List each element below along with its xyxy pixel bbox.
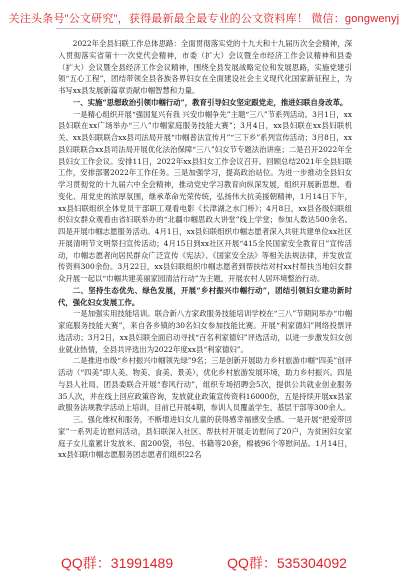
qq-group-2: QQ群：535304092	[227, 555, 347, 571]
document-page	[58, 38, 352, 548]
paragraph-section-3: 三、强化维权和服务，不断增进妇女儿童的获得感幸福感安全感。一是开展“把爱带回家”一系列走访慰问活动，县妇联深入社区、帮扶村开展走访慰问了20户，为贫困妇女家庭子女儿童累计发放米、面200袋，书包、书籍等20套，棉被96个等慰问品。1月14日，xx县妇联巾帼志愿服务团志愿者们组织22名	[58, 415, 352, 460]
paragraph-section-2a: 一是加强实用技能培训。联合新八方家政服务技能培训学校在“三八”节期间举办“巾帼家庭服务技能大赛”，来自各乡镇的30名妇女参加技能比赛。开展“利家德妇”网络投票评选活动；3月2日，xx县妇联全面启动寻找“百名利家德妇”评选活动，以进一步激发妇女创业就业热情，全县共评选出为2022年度xx县“利家德妇”。	[58, 309, 352, 354]
qq-group-1: QQ群：31991489	[61, 555, 174, 571]
paragraph-section-2b: 二是推进市级“乡村振兴巾帼领先绿”9名；三是创新开展助力乡村旅游巾帼“四美”创评活动（“四美”即人美、物美、食美、景美），优化乡村旅游发展环境，助力乡村振兴。四是与县人社局、团县委联合开展“春风行动”，组织专场招聘会5次，提供公共就业创业服务35人次，并在线上回应政策咨询，发放就业政策宣传资料16000份，五是持续开展xx县家政服务法规教学活动上培训，目前已开展4期，参训人员覆盖学生、基层干部等300余人。	[58, 356, 352, 413]
section-heading-2: 二、坚持生态优先、绿色发展，开展“乡村振兴巾帼行动”，团结引领妇女建功新时代，强化妇女发展工作。	[58, 285, 352, 307]
section-heading-1: 一、实施“思想政治引领巾帼行动”，教育引导妇女坚定跟党走，推进妇联自身改革。	[72, 97, 348, 107]
header-divider	[56, 28, 352, 29]
paragraph-intro: 2022年全县妇联工作总体思路：全面贯彻落实党的十九大和十九届历次全会精神，深入贯彻落实省第十一次党代会精神，市委（扩大）会议暨全市经济工作会议精神和县委（扩大）会议暨全县经济工作会议精神，围绕全县发展战略定位和发展思路，实施党建引领“五心工程”，团结带领全县各族各界妇女在全面建设社会主义现代化国家新征程上，为书写xx县发展新篇章贡献巾帼智慧和力量。	[58, 39, 352, 95]
promo-banner-text: 关注头条号"公文研究"，获得最新最全最专业的公文资料库！ 微信：gongwenyj	[8, 13, 400, 25]
footer-contact	[0, 552, 408, 574]
paragraph-section-1: 一是精心组织开展“强国复兴有我 兴安巾帼争先”主题“三八”节系列活动。3月1日，xx县妇联在xx广场举办“三八”巾帼家庭服务技能大赛”；3月4日，xx县妇联在xx县妇联机关、xx县妇联联合xx县司法局开展“巾帼普法宣传月”“三下乡”系列宣传活动；3月8日，xx县妇联联合xx县司法局开展优化法治保障“三八”妇女节专题法治讲座；二是召开2022年全县妇女工作会议。安排11日，2022年xx县妇女工作会议召开。回顾总结2021年全县妇联工作，安排部署2022年工作任务。三是加强学习，提高政治站位。为进一步推动全县妇女学习贯彻党的十九届六中全会精神，推动党史学习教育向纵深发展，组织开展新思想、看变化、用党史的浓厚氛围，继承革命光荣传统，弘扬伟大抗美援朝精神，1月14日下午，xx县妇联组织全体党员干部职工观看电影《长津湖之水门桥》；4月8日，xx县各级妇联组织妇女群众观看由省妇联举办的“北疆巾帼思政大讲堂”线上学堂；参加人数达500余名。四是开展巾帼志愿服务活动。4月1日，xx县妇联组织巾帼志愿者深入共驻共建单位xx社区开展清明节文明祭扫宣传活动；4月15日到xx社区开展“415全民国家安全教育日”宣传活动，巾帼志愿者向居民群众广泛宣传《宪法》、《国家安全法》等相关法规法律，并发放宣传资料300余份。3月22日，xx县妇联组织巾帼志愿者到帮扶结对村xx村帮扶当地妇女群众开展一起以“巾帼共建美丽家园清洁行动”为主题，开展农村人居环境整治行动。	[58, 109, 352, 283]
